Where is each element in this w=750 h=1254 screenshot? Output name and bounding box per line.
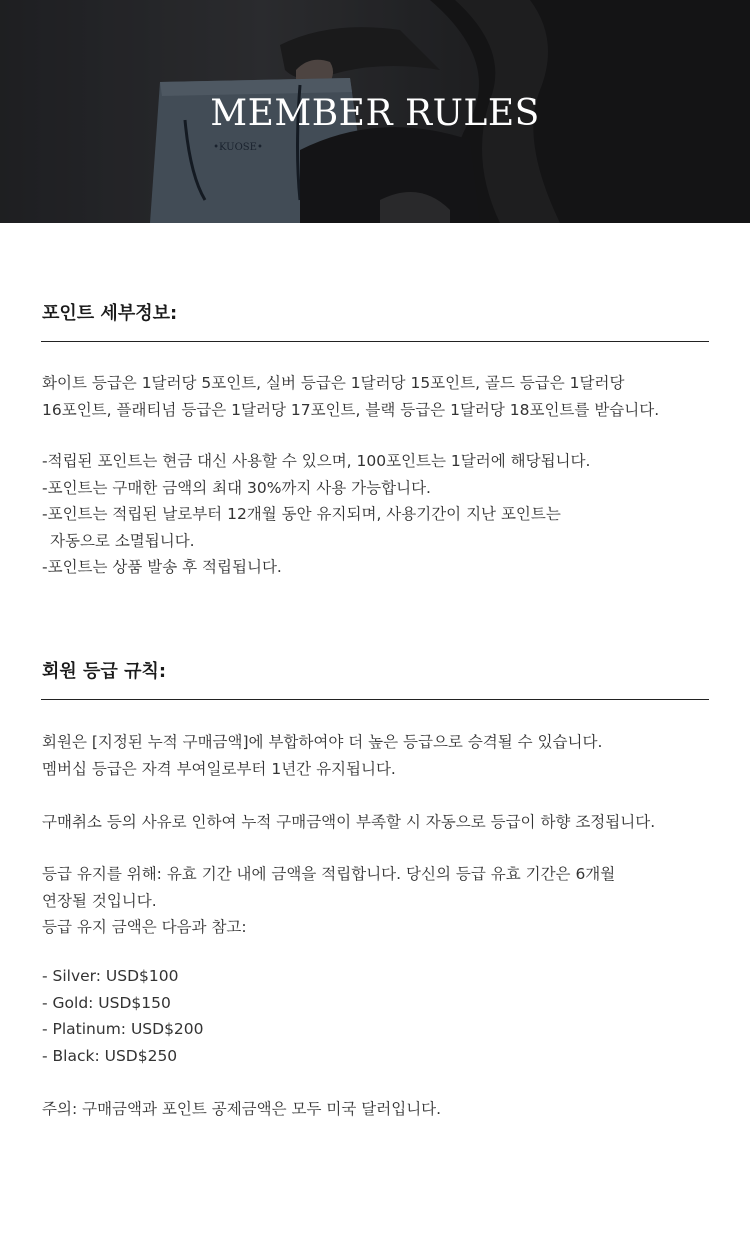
- membership-section-title: 회원 등급 규칙:: [42, 661, 167, 682]
- points-rate-line: 16포인트, 플래티넘 등급은 1달러당 17포인트, 블랙 등급은 1달러당 18포인트를 받습니다.: [42, 400, 660, 419]
- retention-line: 등급 유지를 위해: 유효 기간 내에 금액을 적립합니다. 당신의 등급 유효 기간은 6개월: [42, 865, 616, 883]
- notice-text: 주의: 구매금액과 포인트 공제금액은 모두 미국 달러입니다.: [42, 1100, 442, 1118]
- points-rule-item: -포인트는 상품 발송 후 적립됩니다.: [42, 558, 282, 576]
- membership-intro-line: 회원은 [지정된 누적 구매금액]에 부합하여야 더 높은 등급으로 승격될 수 있습니다.: [42, 733, 603, 751]
- points-divider: [41, 341, 709, 342]
- points-section-title: 포인트 세부정보:: [42, 303, 178, 324]
- membership-intro-line: 멤버십 등급은 자격 부여일로부터 1년간 유지됩니다.: [42, 759, 396, 778]
- points-rule-item: -포인트는 구매한 금액의 최대 30%까지 사용 가능합니다.: [42, 478, 431, 497]
- currency-notice: [42, 1096, 732, 1123]
- points-rule-item: -적립된 포인트는 현금 대신 사용할 수 있으며, 100포인트는 1달러에 해당됩니다.: [42, 452, 591, 470]
- retention-line: 등급 유지 금액은 다음과 참고:: [42, 918, 247, 936]
- points-rate-line: 화이트 등급은 1달러당 5포인트, 실버 등급은 1달러당 15포인트, 골드 등급은 1달러당: [42, 374, 625, 392]
- retention-line: 연장될 것입니다.: [42, 891, 157, 910]
- tier-item-platinum: - Platinum: USD$200: [42, 1020, 204, 1038]
- membership-retention: [42, 861, 732, 941]
- membership-divider: [41, 699, 709, 700]
- points-rule-item: 자동으로 소멸됩니다.: [50, 531, 195, 550]
- points-rules: [42, 448, 732, 581]
- tier-item-silver: - Silver: USD$100: [42, 967, 179, 985]
- hero-banner: [0, 0, 750, 223]
- membership-cancel-note: [42, 809, 732, 836]
- page-title: MEMBER RULES: [210, 93, 540, 134]
- tier-item-black: - Black: USD$250: [42, 1046, 178, 1065]
- points-rates: [42, 370, 732, 423]
- bag-logo: •KUOSE•: [213, 142, 263, 153]
- tier-item-gold: - Gold: USD$150: [42, 993, 171, 1012]
- membership-intro: [42, 729, 732, 782]
- cancel-note-text: 구매취소 등의 사유로 인하여 누적 구매금액이 부족할 시 자동으로 등급이 하향 조정됩니다.: [42, 813, 656, 831]
- tier-list: [42, 963, 732, 1069]
- points-rule-item: -포인트는 적립된 날로부터 12개월 동안 유지되며, 사용기간이 지난 포인트는: [42, 505, 561, 523]
